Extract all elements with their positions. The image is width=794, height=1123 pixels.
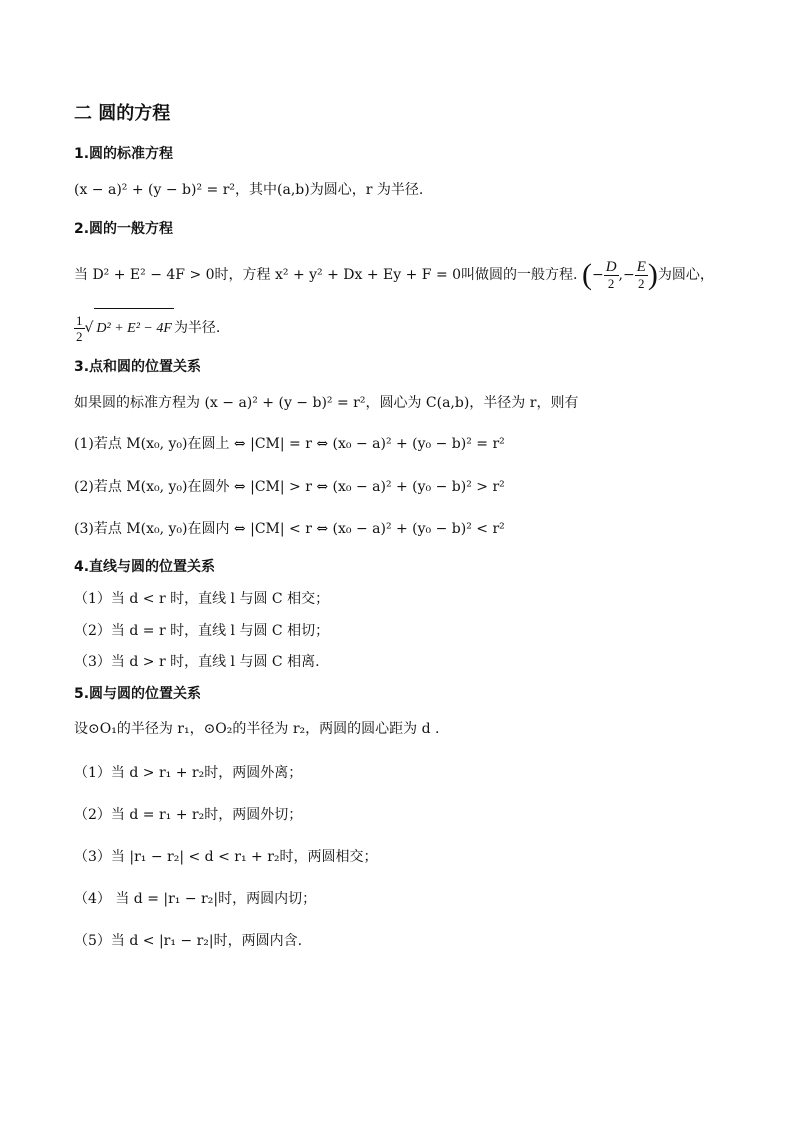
general-equation-line: 当 D² + E² − 4F > 0时，方程 x² + y² + Dx + Ey + F = 0叫做圆的一般方程. (− $\frac{D}{2}$ ,− $\frac{E}{2}$ )为圆心， xyxy=(74,258,714,291)
circles-separate: （1）当 d > r₁ + r₂时，两圆外离； xyxy=(74,765,303,781)
point-outside-circle: (2)若点 M(x₀, y₀)在圆外 ⇔ |CM| > r ⇔ (x₀ − a)² + (y₀ − b)² > r² xyxy=(74,479,505,495)
heading-standard-equation: 1.圆的标准方程 xyxy=(74,146,174,162)
heading-point-circle: 3.点和圆的位置关系 xyxy=(74,359,202,375)
standard-equation-line: (x − a)² + (y − b)² = r²，其中(a,b)为圆心，r 为半径. xyxy=(74,182,424,198)
heading-circle-circle: 5.圆与圆的位置关系 xyxy=(74,686,202,702)
heading-general-equation: 2.圆的一般方程 xyxy=(74,221,174,237)
fraction-d-over-2: $\frac{D}{2}$ xyxy=(605,258,617,291)
center-label: 为圆心， xyxy=(657,267,714,283)
point-on-circle: (1)若点 M(x₀, y₀)在圆上 ⇔ |CM| = r ⇔ (x₀ − a)² + (y₀ − b)² = r² xyxy=(74,436,505,452)
point-circle-intro: 如果圆的标准方程为 (x − a)² + (y − b)² = r²，圆心为 C(a,b)，半径为 r，则有 xyxy=(74,395,579,411)
sqrt-expression: D² + E² − 4F xyxy=(94,308,174,349)
circles-intersect: （3）当 |r₁ − r₂| < d < r₁ + r₂时，两圆相交； xyxy=(74,849,378,865)
fraction-one-half: $\frac{1}{2}$ xyxy=(76,312,83,344)
fraction-e-over-2: $\frac{E}{2}$ xyxy=(636,258,646,291)
circles-internally-tangent: （4） 当 d = |r₁ − r₂|时，两圆内切； xyxy=(74,891,317,907)
circle-circle-intro: 设⊙O₁的半径为 r₁，⊙O₂的半径为 r₂，两圆的圆心距为 d . xyxy=(74,721,440,737)
right-paren: ) xyxy=(647,258,658,291)
radius-line xyxy=(74,308,220,348)
section-title: 二 圆的方程 xyxy=(74,103,171,124)
sqrt-sign: √ xyxy=(84,320,94,336)
line-circle-intersect: （1）当 d < r 时，直线 l 与圆 C 相交； xyxy=(74,591,330,607)
line-circle-tangent: （2）当 d = r 时，直线 l 与圆 C 相切； xyxy=(74,623,330,639)
circles-contained: （5）当 d < |r₁ − r₂|时，两圆内含. xyxy=(74,933,303,949)
left-paren: ( xyxy=(581,258,592,291)
general-equation-text: 当 D² + E² − 4F > 0时，方程 x² + y² + Dx + Ey + F = 0叫做圆的一般方程. xyxy=(74,267,578,283)
heading-line-circle: 4.直线与圆的位置关系 xyxy=(74,559,216,575)
line-circle-apart: （3）当 d > r 时，直线 l 与圆 C 相离. xyxy=(74,654,320,670)
circles-externally-tangent: （2）当 d = r₁ + r₂时，两圆外切； xyxy=(74,807,303,823)
point-inside-circle: (3)若点 M(x₀, y₀)在圆内 ⇔ |CM| < r ⇔ (x₀ − a)² + (y₀ − b)² < r² xyxy=(74,521,505,537)
radius-label: 为半径. xyxy=(173,320,221,336)
